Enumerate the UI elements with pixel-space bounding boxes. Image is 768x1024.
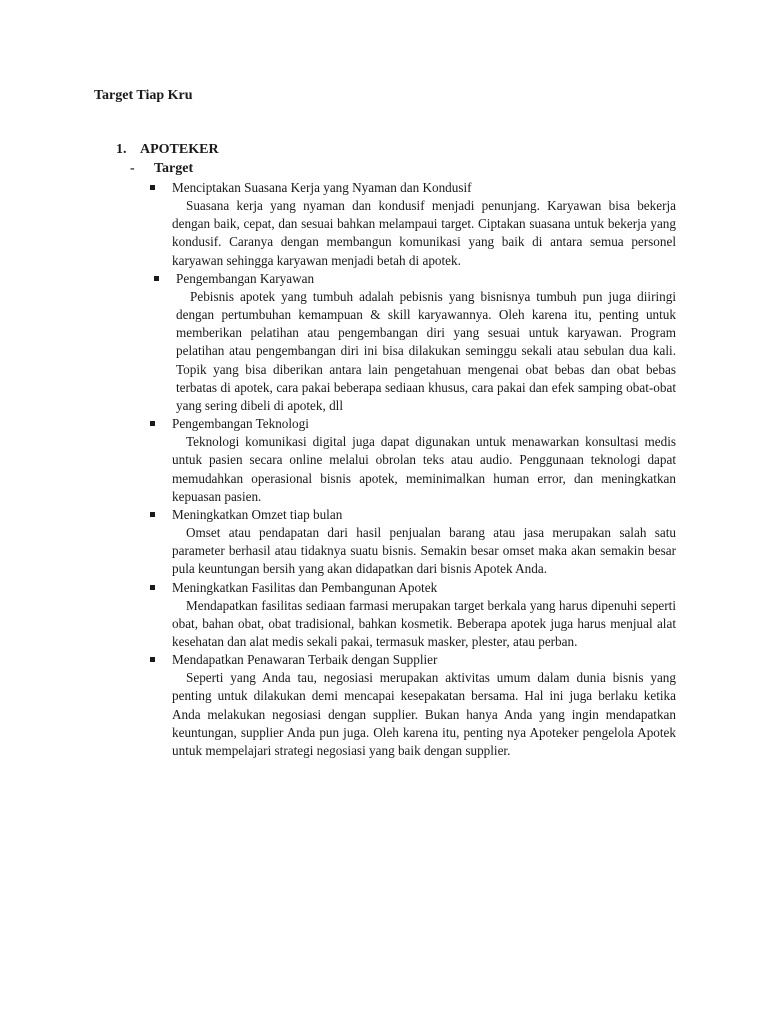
- square-bullet-icon: [150, 657, 155, 662]
- list-item-title: [150, 179, 676, 197]
- square-bullet-icon: [150, 585, 155, 590]
- list-item-body: Seperti yang Anda tau, negosiasi merupakan aktivitas umum dalam dunia bisnis yang penting untuk dilakukan demi mencapai kesepakatan bersama. Hal ini juga berlaku ketika Anda melakukan negosiasi dengan supplier. Bukan hanya Anda yang ingin mendapatkan keuntungan, supplier Anda pun juga. Oleh karena itu, penting nya Apoteker pengelola Apotek untuk mempelajari strategi negosiasi yang baik dengan supplier.: [172, 670, 676, 759]
- list-item: [150, 179, 676, 270]
- list-item-body: Suasana kerja yang nyaman dan kondusif menjadi penunjang. Karyawan bisa bekerja dengan baik, cepat, dan sesuai bahkan melampaui target. Ciptakan suasana untuk bekerja yang kondusif. Caranya dengan membangun komunikasi yang baik di antara semua personel karyawan sehingga karyawan menjadi betah di apotek.: [172, 198, 676, 268]
- list-item: [150, 579, 676, 652]
- list-item-title-text: Pengembangan Karyawan: [176, 270, 315, 286]
- list-item-body: Omset atau pendapatan dari hasil penjualan barang atau jasa merupakan salah satu parameter berhasil atau tidaknya suatu bisnis. Semakin besar omset maka akan semakin besar pula keuntungan bersih yang akan didapatkan dari bisnis Apotek Anda.: [172, 525, 676, 577]
- list-item-title: [150, 415, 676, 433]
- subsection-heading-text: Target: [154, 161, 194, 176]
- list-item: [150, 415, 676, 506]
- square-bullet-icon: [150, 421, 155, 426]
- square-bullet-icon: [150, 185, 155, 190]
- list-item-title-text: Meningkatkan Fasilitas dan Pembangunan Apotek: [172, 579, 438, 595]
- list-item-body: Teknologi komunikasi digital juga dapat digunakan untuk menawarkan konsultasi medis untuk pasien secara online melalui obrolan teks atau audio. Penggunaan teknologi dapat memudahkan operasional bisnis apotek, meminimalkan human error, dan meningkatkan kepuasan pasien.: [172, 434, 676, 504]
- list-item-title: [150, 506, 676, 524]
- square-bullet-icon: [154, 276, 159, 281]
- target-list: [150, 179, 676, 760]
- list-item-title: [150, 270, 676, 288]
- list-item-title: [150, 579, 676, 597]
- list-item-title-text: Meningkatkan Omzet tiap bulan: [172, 507, 343, 523]
- list-item: [150, 651, 676, 760]
- list-item: [150, 270, 676, 415]
- section-heading: [116, 142, 219, 158]
- subsection-marker: -: [130, 161, 135, 176]
- document-title: Target Tiap Kru: [94, 88, 193, 103]
- list-item-body: Mendapatkan fasilitas sediaan farmasi merupakan target berkala yang harus dipenuhi seperti obat, bahan obat, obat tradisional, bahkan kosmetik. Beberapa apotek juga harus menjual alat kesehatan dan alat medis sekali pakai, termasuk masker, plester, atau perban.: [172, 597, 676, 650]
- square-bullet-icon: [150, 512, 155, 517]
- section-number: 1.: [116, 142, 127, 157]
- subsection-heading: [130, 161, 193, 177]
- list-item-title-text: Mendapatkan Penawaran Terbaik dengan Supplier: [172, 652, 438, 668]
- list-item-title: [150, 651, 676, 669]
- section-heading-text: APOTEKER: [140, 142, 219, 157]
- list-item-title-text: Menciptakan Suasana Kerja yang Nyaman dan Kondusif: [172, 180, 472, 195]
- list-item-body: Pebisnis apotek yang tumbuh adalah pebisnis yang bisnisnya tumbuh pun juga diiringi dengan pertumbuhan kemampuan & skill karyawannya. Oleh karena itu, penting untuk memberikan pelatihan atau pengembangan diri yang sesuai untuk karyawan. Program pelatihan atau pengembangan diri ini bisa dilakukan seminggu sekali atau sebulan dua kali. Topik yang bisa diberikan antara lain pengetahuan mengenai obat bebas dan obat bebas terbatas di apotek, cara pakai beberapa sediaan khusus, cara pakai dan efek samping obat-obat yang sering dibeli di apotek, dll: [176, 288, 676, 414]
- list-item-title-text: Pengembangan Teknologi: [172, 416, 309, 432]
- list-item: [150, 506, 676, 579]
